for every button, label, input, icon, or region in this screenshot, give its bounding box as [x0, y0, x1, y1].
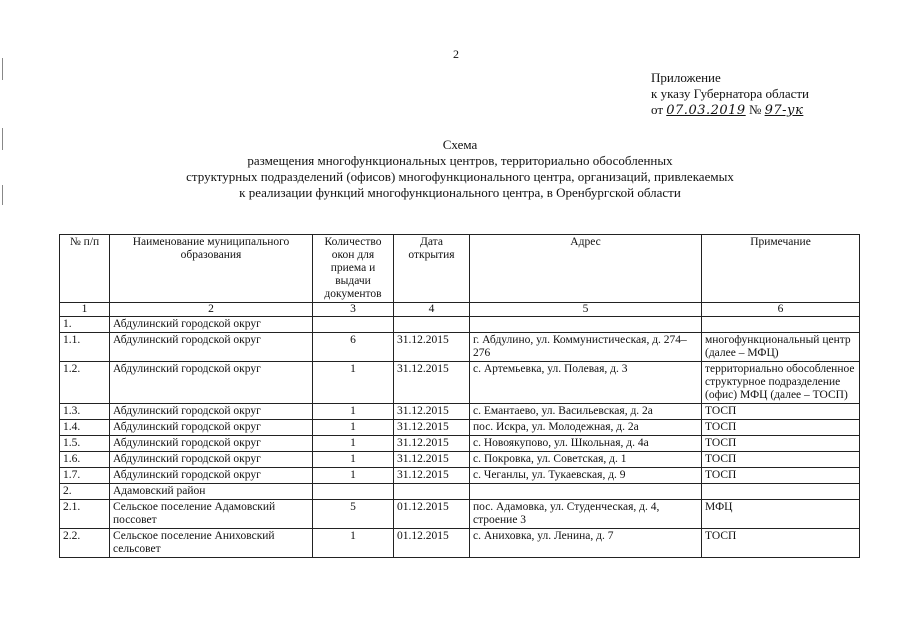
row-number-cell: 1.: [60, 317, 110, 333]
row-number-cell: 1.1.: [60, 333, 110, 362]
title-line: размещения многофункциональных центров, территориально обособленных: [247, 153, 673, 168]
column-number: 5: [470, 303, 702, 317]
table-row: [60, 333, 860, 362]
municipality-cell: Абдулинский городской округ: [110, 362, 313, 404]
scan-edge-mark: [2, 185, 3, 205]
address-cell: пос. Искра, ул. Молодежная, д. 2а: [470, 420, 702, 436]
row-number-cell: 2.2.: [60, 529, 110, 558]
opening-date-cell: 31.12.2015: [394, 452, 470, 468]
title-line: структурных подразделений (офисов) многофункционального центра, организаций, привлекаемых: [186, 169, 734, 184]
table-row: [60, 529, 860, 558]
table-row: [60, 404, 860, 420]
table-row: [60, 420, 860, 436]
table-header-row: [60, 235, 860, 303]
document-title: [120, 137, 800, 201]
windows-count-cell: 1: [313, 362, 394, 404]
municipality-cell: Абдулинский городской округ: [110, 404, 313, 420]
municipality-cell: Абдулинский городской округ: [110, 436, 313, 452]
address-cell: с. Покровка, ул. Советская, д. 1: [470, 452, 702, 468]
header-cell: № п/п: [60, 235, 110, 303]
table-row: [60, 468, 860, 484]
municipality-cell: Абдулинский городской округ: [110, 452, 313, 468]
opening-date-cell: 01.12.2015: [394, 529, 470, 558]
windows-count-cell: 1: [313, 468, 394, 484]
opening-date-cell: 31.12.2015: [394, 468, 470, 484]
row-number-cell: 2.: [60, 484, 110, 500]
municipality-cell: Абдулинский городской округ: [110, 333, 313, 362]
opening-date-cell: 31.12.2015: [394, 333, 470, 362]
row-number-cell: 1.4.: [60, 420, 110, 436]
mfc-table: [59, 234, 860, 558]
scan-edge-mark: [2, 58, 3, 80]
header-cell: Наименование муниципального образования: [110, 235, 313, 303]
column-number: 4: [394, 303, 470, 317]
scan-edge-mark: [2, 128, 3, 150]
note-cell: ТОСП: [702, 529, 860, 558]
opening-date-cell: 01.12.2015: [394, 500, 470, 529]
address-cell: с. Чеганлы, ул. Тукаевская, д. 9: [470, 468, 702, 484]
windows-count-cell: 1: [313, 529, 394, 558]
address-cell: с. Аниховка, ул. Ленина, д. 7: [470, 529, 702, 558]
row-number-cell: 1.6.: [60, 452, 110, 468]
opening-date-cell: 31.12.2015: [394, 436, 470, 452]
note-cell: [702, 317, 860, 333]
windows-count-cell: 1: [313, 404, 394, 420]
column-number: 1: [60, 303, 110, 317]
windows-count-cell: [313, 317, 394, 333]
header-cell: Количество окон для приема и выдачи документов: [313, 235, 394, 303]
note-cell: ТОСП: [702, 436, 860, 452]
address-cell: [470, 317, 702, 333]
opening-date-cell: 31.12.2015: [394, 404, 470, 420]
windows-count-cell: [313, 484, 394, 500]
opening-date-cell: [394, 317, 470, 333]
row-number-cell: 1.7.: [60, 468, 110, 484]
column-number: 3: [313, 303, 394, 317]
municipality-cell: Сельское поселение Аниховский сельсовет: [110, 529, 313, 558]
appendix-title: Приложение: [651, 70, 721, 85]
windows-count-cell: 6: [313, 333, 394, 362]
appendix-number-label: №: [748, 102, 762, 117]
address-cell: с. Новоякупово, ул. Школьная, д. 4а: [470, 436, 702, 452]
note-cell: многофункциональный центр (далее – МФЦ): [702, 333, 860, 362]
municipality-cell: Адамовский район: [110, 484, 313, 500]
note-cell: [702, 484, 860, 500]
header-cell: Адрес: [470, 235, 702, 303]
table-row: [60, 484, 860, 500]
appendix-number: 97-ук: [764, 103, 804, 118]
windows-count-cell: 1: [313, 436, 394, 452]
address-cell: с. Артемьевка, ул. Полевая, д. 3: [470, 362, 702, 404]
municipality-cell: Абдулинский городской округ: [110, 468, 313, 484]
municipality-cell: Абдулинский городской округ: [110, 317, 313, 333]
appendix-date-line: [651, 102, 809, 119]
title-line: к реализации функций многофункционального центра, в Оренбургской области: [239, 185, 681, 200]
row-number-cell: 1.2.: [60, 362, 110, 404]
windows-count-cell: 1: [313, 420, 394, 436]
windows-count-cell: 1: [313, 452, 394, 468]
row-number-cell: 1.5.: [60, 436, 110, 452]
note-cell: ТОСП: [702, 452, 860, 468]
note-cell: ТОСП: [702, 404, 860, 420]
appendix-prefix: от: [651, 102, 664, 117]
appendix-block: [651, 70, 809, 119]
opening-date-cell: [394, 484, 470, 500]
note-cell: МФЦ: [702, 500, 860, 529]
page-number: 2: [453, 47, 459, 61]
table-row: [60, 436, 860, 452]
column-number: 6: [702, 303, 860, 317]
municipality-cell: Абдулинский городской округ: [110, 420, 313, 436]
address-cell: [470, 484, 702, 500]
column-number-row: [60, 303, 860, 317]
table-body: [60, 317, 860, 558]
opening-date-cell: 31.12.2015: [394, 362, 470, 404]
column-number: 2: [110, 303, 313, 317]
table-row: [60, 317, 860, 333]
title-line: Схема: [442, 137, 478, 152]
table-row: [60, 500, 860, 529]
address-cell: пос. Адамовка, ул. Студенческая, д. 4, строение 3: [470, 500, 702, 529]
note-cell: ТОСП: [702, 468, 860, 484]
appendix-decree-ref: к указу Губернатора области: [651, 86, 810, 101]
address-cell: с. Емантаево, ул. Васильевская, д. 2а: [470, 404, 702, 420]
address-cell: г. Абдулино, ул. Коммунистическая, д. 274–276: [470, 333, 702, 362]
note-cell: территориально обособленное структурное подразделение (офис) МФЦ (далее – ТОСП): [702, 362, 860, 404]
opening-date-cell: 31.12.2015: [394, 420, 470, 436]
row-number-cell: 1.3.: [60, 404, 110, 420]
row-number-cell: 2.1.: [60, 500, 110, 529]
appendix-date: 07.03.2019: [666, 103, 746, 118]
table-row: [60, 452, 860, 468]
municipality-cell: Сельское поселение Адамовский поссовет: [110, 500, 313, 529]
note-cell: ТОСП: [702, 420, 860, 436]
header-cell: Примечание: [702, 235, 860, 303]
header-cell: Дата открытия: [394, 235, 470, 303]
table-row: [60, 362, 860, 404]
windows-count-cell: 5: [313, 500, 394, 529]
